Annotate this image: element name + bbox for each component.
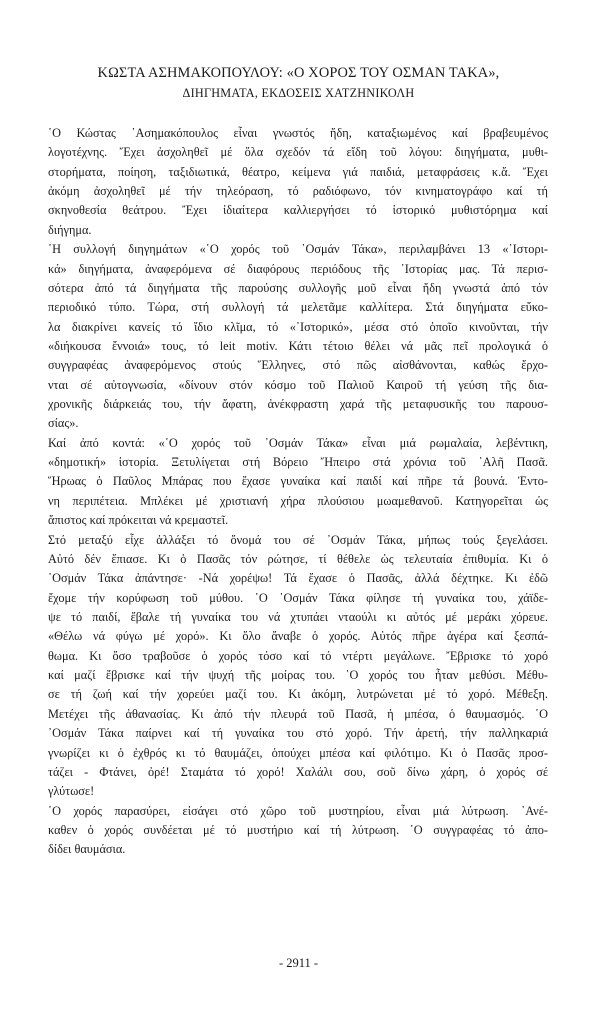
text-line: «Θέλω νά φύγω μέ χορό». Κι ὅλο ἄναβε ὁ χορός. Αὐτός πῆρε ἀγέρα καί ξεσπά- [48,629,548,644]
review-body [48,124,548,860]
text-line: «διήκουσα ἔννοιά» τους, τό leit motiv. Κάτι τέτοιο θέλει νά μᾶς πεῖ προλογικά ὁ [48,338,548,353]
text-line: Ἥρωας ὁ Παῦλος Μπάρας που ἔχασε γυναίκα καί παιδί καί πῆρε τά βουνά. Ἐντο- [48,474,548,489]
text-line: δίδει θαυμάσια. [48,842,126,857]
text-line: λα διακρίνει κανείς τό ἴδιο κλῖμα, τό «᾿Ιστορικό», μέσα στό ὁποῖο κινοῦνται, τήν [48,319,548,334]
text-line: διήγημα. [48,222,92,237]
review-subtitle: ΔΙΗΓΗΜΑΤΑ, ΕΚΔΟΣΕΙΣ ΧΑΤΖΗΝΙΚΟΛΗ [182,86,415,100]
text-line: σε τή ζωή καί τήν χορεύει μαζί του. Κι ἀκόμη, λυτρώνεται μέ τό χορό. Μέθεξη. [48,687,548,702]
text-line: χρονικῆς διάρκειάς του, τήν ἄφατη, ἀνέκφραστη χαρά τῆς μεταφυσικῆς του παρουσ- [48,397,548,412]
text-line: σκηνοθεσία θεάτρου. Ἔχει ἰδιαίτερα καλλιεργήσει τό ἱστορικό μυθιστόρημα καί [48,203,548,218]
text-line: ῾Ο Κώστας ᾿Ασημακόπουλος εἶναι γνωστός ἤδη, καταξιωμένος καί βραβευμένος [48,126,548,140]
text-line: ἔχομε τήν κορύφωση τοῦ μύθου. ῾Ο ᾿Οσμάν Τάκα φίλησε τή γυναίκα του, χάϊδε- [48,590,548,605]
text-line: γλύτωσε! [48,784,95,799]
text-line: γνωρίζει κι ὁ ἐχθρός κι τό θαυμάζει, ὁπούχει μπέσα καί φιλότιμο. Κι ὁ Πασᾶς προσ- [48,745,548,760]
text-line: Στό μεταξύ εἶχε ἀλλάξει τό ὄνομά του σέ ᾿Οσμάν Τάκα, μήπως τούς ξεγελάσει. [48,532,548,547]
text-line: ἀκόμη ἀσχοληθεῖ μέ τήν τηλεόραση, τό ραδιόφωνο, τόν κινηματογράφο καί τή [48,184,548,199]
text-line: Αὐτό δέν ἔπιασε. Κι ὁ Πασᾶς τόν ρώτησε, τί θέθελε ὡς τελευταία ἐπιθυμία. Κι ὁ [48,551,548,566]
text-line: ῾Η συλλογή διηγημάτων «῾Ο χορός τοῦ ᾿Οσμάν Τάκα», περιλαμβάνει 13 «᾿Ιστορι- [48,242,548,257]
text-line: θωμα. Κι ὅσο τραβοῦσε ὁ χορός τόσο καί τό ντέρτι μεγάλωνε. Ἔβρισκε τό χορό [48,648,548,663]
text-line: ἄπιστος καί πρόκειται νά κρεμαστεῖ. [48,513,229,528]
text-line: «δημοτική» ἱστορία. Ξετυλίγεται στή Βόρειο Ἤπειρο στά χρόνια τοῦ ᾿Αλῆ Πασᾶ. [48,455,548,470]
text-line: νται σέ αὐτογνωσία, «δίνουν στόν κόσμο τοῦ Παλιοῦ Καιροῦ τή γεύση τῆς δια- [48,377,548,392]
text-line: καθεν ὁ χορός συνδέεται μέ τό μυστήριο καί τή λύτρωση. ῾Ο συγγραφέας τό ἀπο- [48,822,548,837]
text-line: Καί ἀπό κοντά: «῾Ο χορός τοῦ ᾿Οσμάν Τάκα» εἶναι μιά ρωμαλαία, λεβέντικη, [48,435,548,450]
text-line: ᾿Οσμάν Τάκα παίρνει καί τή γυναίκα του στό χορό. Τήν ἀρετή, τήν παλληκαριά [48,726,548,741]
text-line: περιοδικό τύπο. Τώρα, στή συλλογή τά μελετᾶμε καλλίτερα. Στά διηγήματα εὔκο- [48,300,548,315]
text-line: τάζει - Φτάνει, ὀρέ! Σταμάτα τό χορό! Χαλάλι σου, σοῦ δίνω χάρη, ὁ χορός σέ [48,764,548,779]
text-line: ᾿Οσμάν Τάκα ἀπάντησε· -Νά χορέψω! Τά ἔχασε ὁ Πασᾶς, ἀλλά δέχτηκε. Κι ἐδῶ [48,571,548,586]
review-title: ΚΩΣΤΑ ΑΣΗΜΑΚΟΠΟΥΛΟΥ: «Ο ΧΟΡΟΣ ΤΟΥ ΟΣΜΑΝ ΤΑΚΑ», [97,65,500,81]
text-line: Μετέχει τῆς ἀθανασίας. Κι ἀπό τήν πλευρά τοῦ Πασᾶ, ἡ μπέσα, ὁ θαυμασμός. ῾Ο [48,706,548,721]
text-line: στορήματα, ποίηση, ταξιδιωτικά, θέατρο, κείμενα γιά παιδιά, μεταφράσεις κ.ἄ. Ἔχει [48,164,548,179]
text-line: συγγραφέας ἀναφερόμενος στούς Ἕλληνες, στό πῶς αἰσθάνονται, καθώς ἔρχο- [48,358,548,373]
text-line: ῾Ο χορός παρασύρει, εἰσάγει στό χῶρο τοῦ μυστηρίου, εἶναι μιά λύτρωση. ᾿Ανέ- [48,803,548,818]
text-line: κά» διηγήματα, ἀναφερόμενα σέ διαφόρους περιόδους τῆς ᾿Ιστορίας μας. Τά περισ- [48,261,548,276]
text-line: καί μαζί ἔβρισκε καί τήν ψυχή τῆς μοίρας του. ῾Ο χορός του ἦταν μεθύσι. Μέθυ- [48,668,548,683]
page-number: - 2911 - [278,956,319,970]
text-line: νη περιπέτεια. Μπλέκει μέ χριστιανή χήρα πλούσιου μωαμεθανοῦ. Κατηγορεῖται ὡς [48,493,548,508]
text-line: σίας». [48,416,79,431]
text-line: λογοτέχνης. Ἔχει ἀσχοληθεῖ μέ ὅλα σχεδόν τά εἴδη τοῦ λόγου: διηγήματα, μυθι- [48,145,548,160]
text-line: ψε τό παιδί, ἔβαλε τή γυναίκα του νά χτυπάει νταούλι κι αὐτός μέ μεράκι χόρευε. [48,609,548,624]
text-line: σότερα ἀπό τά διηγήματα τῆς παρούσης συλλογῆς μοῦ εἶναι ἤδη γνωστά ἀπό τόν [48,280,548,295]
